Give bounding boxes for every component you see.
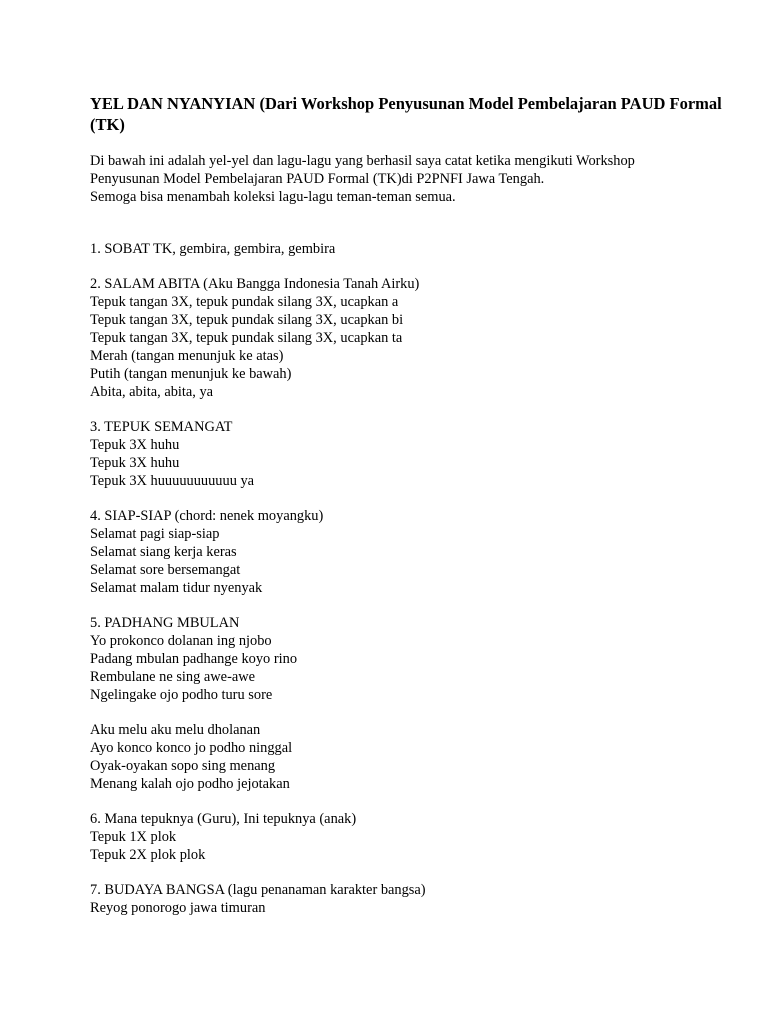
section-heading: 3. TEPUK SEMANGAT (90, 419, 233, 435)
section-salam-abita (90, 275, 730, 401)
section-tepuk-semangat (90, 418, 730, 490)
lyric-line: Tepuk 3X huhu (90, 455, 180, 471)
lyric-line: Tepuk 3X huuuuuuuuuuu ya (90, 473, 255, 489)
section-heading: 4. SIAP-SIAP (chord: nenek moyangku) (90, 508, 324, 524)
section-heading: 1. SOBAT TK, gembira, gembira, gembira (90, 241, 336, 257)
lyric-line: Yo prokonco dolanan ing njobo (90, 633, 272, 649)
lyric-line: Selamat siang kerja keras (90, 544, 237, 560)
lyric-line: Padang mbulan padhange koyo rino (90, 651, 298, 667)
lyric-line: Selamat sore bersemangat (90, 562, 241, 578)
lyric-line: Ngelingake ojo podho turu sore (90, 687, 273, 703)
lyric-line: Selamat pagi siap-siap (90, 526, 220, 542)
lyric-line: Merah (tangan menunjuk ke atas) (90, 348, 284, 364)
section-siap-siap (90, 507, 730, 597)
section-heading: 7. BUDAYA BANGSA (lagu penanaman karakter bangsa) (90, 882, 426, 898)
lyric-line: Oyak-oyakan sopo sing menang (90, 758, 276, 774)
section-padhang-mbulan-verse-2 (90, 721, 730, 793)
lyric-line: Putih (tangan menunjuk ke bawah) (90, 366, 292, 382)
lyric-line: Tepuk 2X plok plok (90, 847, 206, 863)
lyric-line: Menang kalah ojo podho jejotakan (90, 776, 290, 792)
section-heading: 2. SALAM ABITA (Aku Bangga Indonesia Tanah Airku) (90, 276, 420, 292)
intro-line: Penyusunan Model Pembelajaran PAUD Formal (TK)di P2PNFI Jawa Tengah. (90, 171, 545, 187)
lyric-line: Abita, abita, abita, ya (90, 384, 214, 400)
intro-line: Semoga bisa menambah koleksi lagu-lagu teman-teman semua. (90, 189, 456, 205)
document-title: YEL DAN NYANYIAN (Dari Workshop Penyusunan Model Pembelajaran PAUD Formal (TK) (90, 94, 722, 134)
lyric-line: Selamat malam tidur nyenyak (90, 580, 263, 596)
document-page (90, 93, 730, 934)
intro-paragraph (90, 152, 730, 206)
lyric-line: Reyog ponorogo jawa timuran (90, 900, 266, 916)
lyric-line: Tepuk tangan 3X, tepuk pundak silang 3X, ucapkan ta (90, 330, 403, 346)
lyric-line: Tepuk 3X huhu (90, 437, 180, 453)
intro-line: Di bawah ini adalah yel-yel dan lagu-lagu yang berhasil saya catat ketika mengikuti Workshop (90, 153, 635, 169)
section-heading: 5. PADHANG MBULAN (90, 615, 240, 631)
lyric-line: Aku melu aku melu dholanan (90, 722, 261, 738)
section-padhang-mbulan (90, 614, 730, 704)
lyric-line: Ayo konco konco jo podho ninggal (90, 740, 293, 756)
section-heading: 6. Mana tepuknya (Guru), Ini tepuknya (anak) (90, 811, 357, 827)
lyric-line: Tepuk tangan 3X, tepuk pundak silang 3X, ucapkan a (90, 294, 399, 310)
section-budaya-bangsa (90, 881, 730, 917)
section-sobat-tk (90, 240, 730, 258)
section-mana-tepuknya (90, 810, 730, 864)
lyric-line: Tepuk 1X plok (90, 829, 177, 845)
lyric-line: Rembulane ne sing awe-awe (90, 669, 256, 685)
lyric-line: Tepuk tangan 3X, tepuk pundak silang 3X, ucapkan bi (90, 312, 404, 328)
